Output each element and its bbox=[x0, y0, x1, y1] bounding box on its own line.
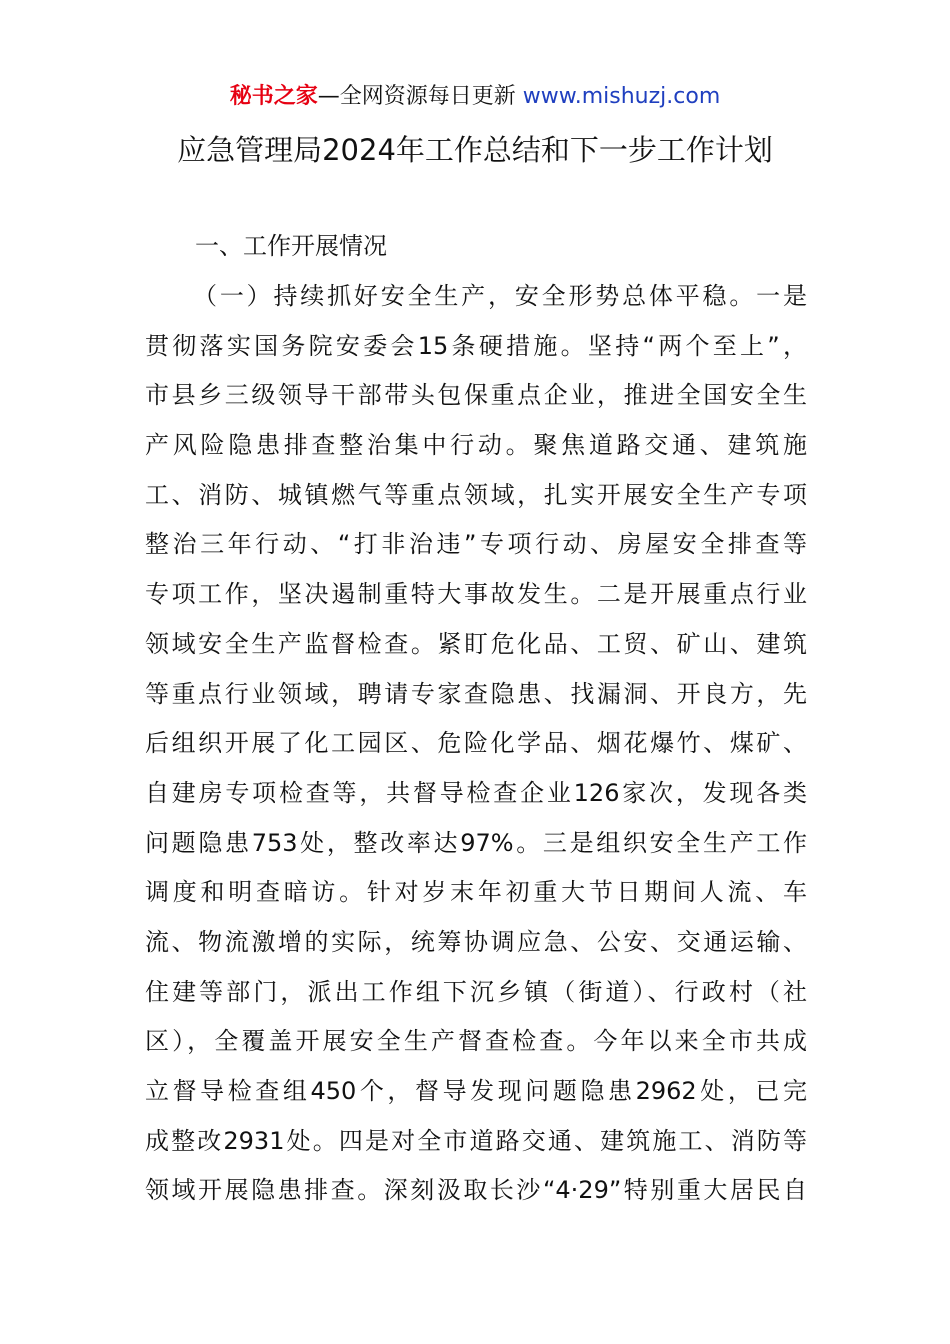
site-url-link[interactable]: www.mishuzj.com bbox=[522, 84, 721, 109]
paragraph-line: 住建等部门，派出工作组下沉乡镇（街道）、行政村（社 bbox=[145, 977, 807, 1006]
paragraph-line: 区），全覆盖开展安全生产督查检查。今年以来全市共成 bbox=[145, 1027, 807, 1056]
paragraph-line: 等重点行业领域，聘请专家查隐患、找漏洞、开良方，先 bbox=[145, 679, 807, 708]
paragraph-line: 贯彻落实国务院安委会15条硬措施。坚持“两个至上”， bbox=[145, 331, 807, 360]
paragraph-line: 调度和明查暗访。针对岁末年初重大节日期间人流、车 bbox=[145, 878, 807, 907]
document-title: 应急管理局2024年工作总结和下一步工作计划 bbox=[177, 133, 773, 167]
brand-name: 秘书之家 bbox=[229, 84, 318, 109]
paragraph-line: 自建房专项检查等，共督导检查企业126家次，发现各类 bbox=[145, 778, 807, 807]
paragraph-line: 问题隐患753处，整改率达97%。三是组织安全生产工作 bbox=[145, 828, 807, 857]
paragraph-line: 立督导检查组450个，督导发现问题隐患2962处，已完 bbox=[145, 1077, 807, 1105]
paragraph-line: 领域开展隐患排查。深刻汲取长沙“4·29”特别重大居民自 bbox=[145, 1176, 807, 1205]
site-header bbox=[0, 82, 950, 112]
body-paragraph bbox=[145, 278, 807, 1222]
paragraph-line: 领域安全生产监督检查。紧盯危化品、工贸、矿山、建筑 bbox=[145, 629, 807, 658]
paragraph-line: （一）持续抓好安全生产，安全形势总体平稳。一是 bbox=[193, 282, 807, 310]
paragraph-line: 工、消防、城镇燃气等重点领域，扎实开展安全生产专项 bbox=[145, 480, 807, 509]
paragraph-line: 后组织开展了化工园区、危险化学品、烟花爆竹、煤矿、 bbox=[145, 729, 807, 758]
paragraph-line: 产风险隐患排查整治集中行动。聚焦道路交通、建筑施 bbox=[145, 431, 807, 460]
paragraph-line: 专项工作，坚决遏制重特大事故发生。二是开展重点行业 bbox=[145, 580, 807, 609]
section-heading: 一、工作开展情况 bbox=[195, 232, 387, 260]
header-tagline: —全网资源每日更新 bbox=[317, 84, 516, 109]
paragraph-line: 市县乡三级领导干部带头包保重点企业，推进全国安全生 bbox=[145, 381, 807, 410]
paragraph-line: 整治三年行动、“打非治违”专项行动、房屋安全排查等 bbox=[145, 530, 807, 559]
paragraph-line: 成整改2931处。四是对全市道路交通、建筑施工、消防等 bbox=[145, 1126, 807, 1155]
paragraph-line: 流、物流激增的实际，统筹协调应急、公安、交通运输、 bbox=[145, 927, 807, 956]
